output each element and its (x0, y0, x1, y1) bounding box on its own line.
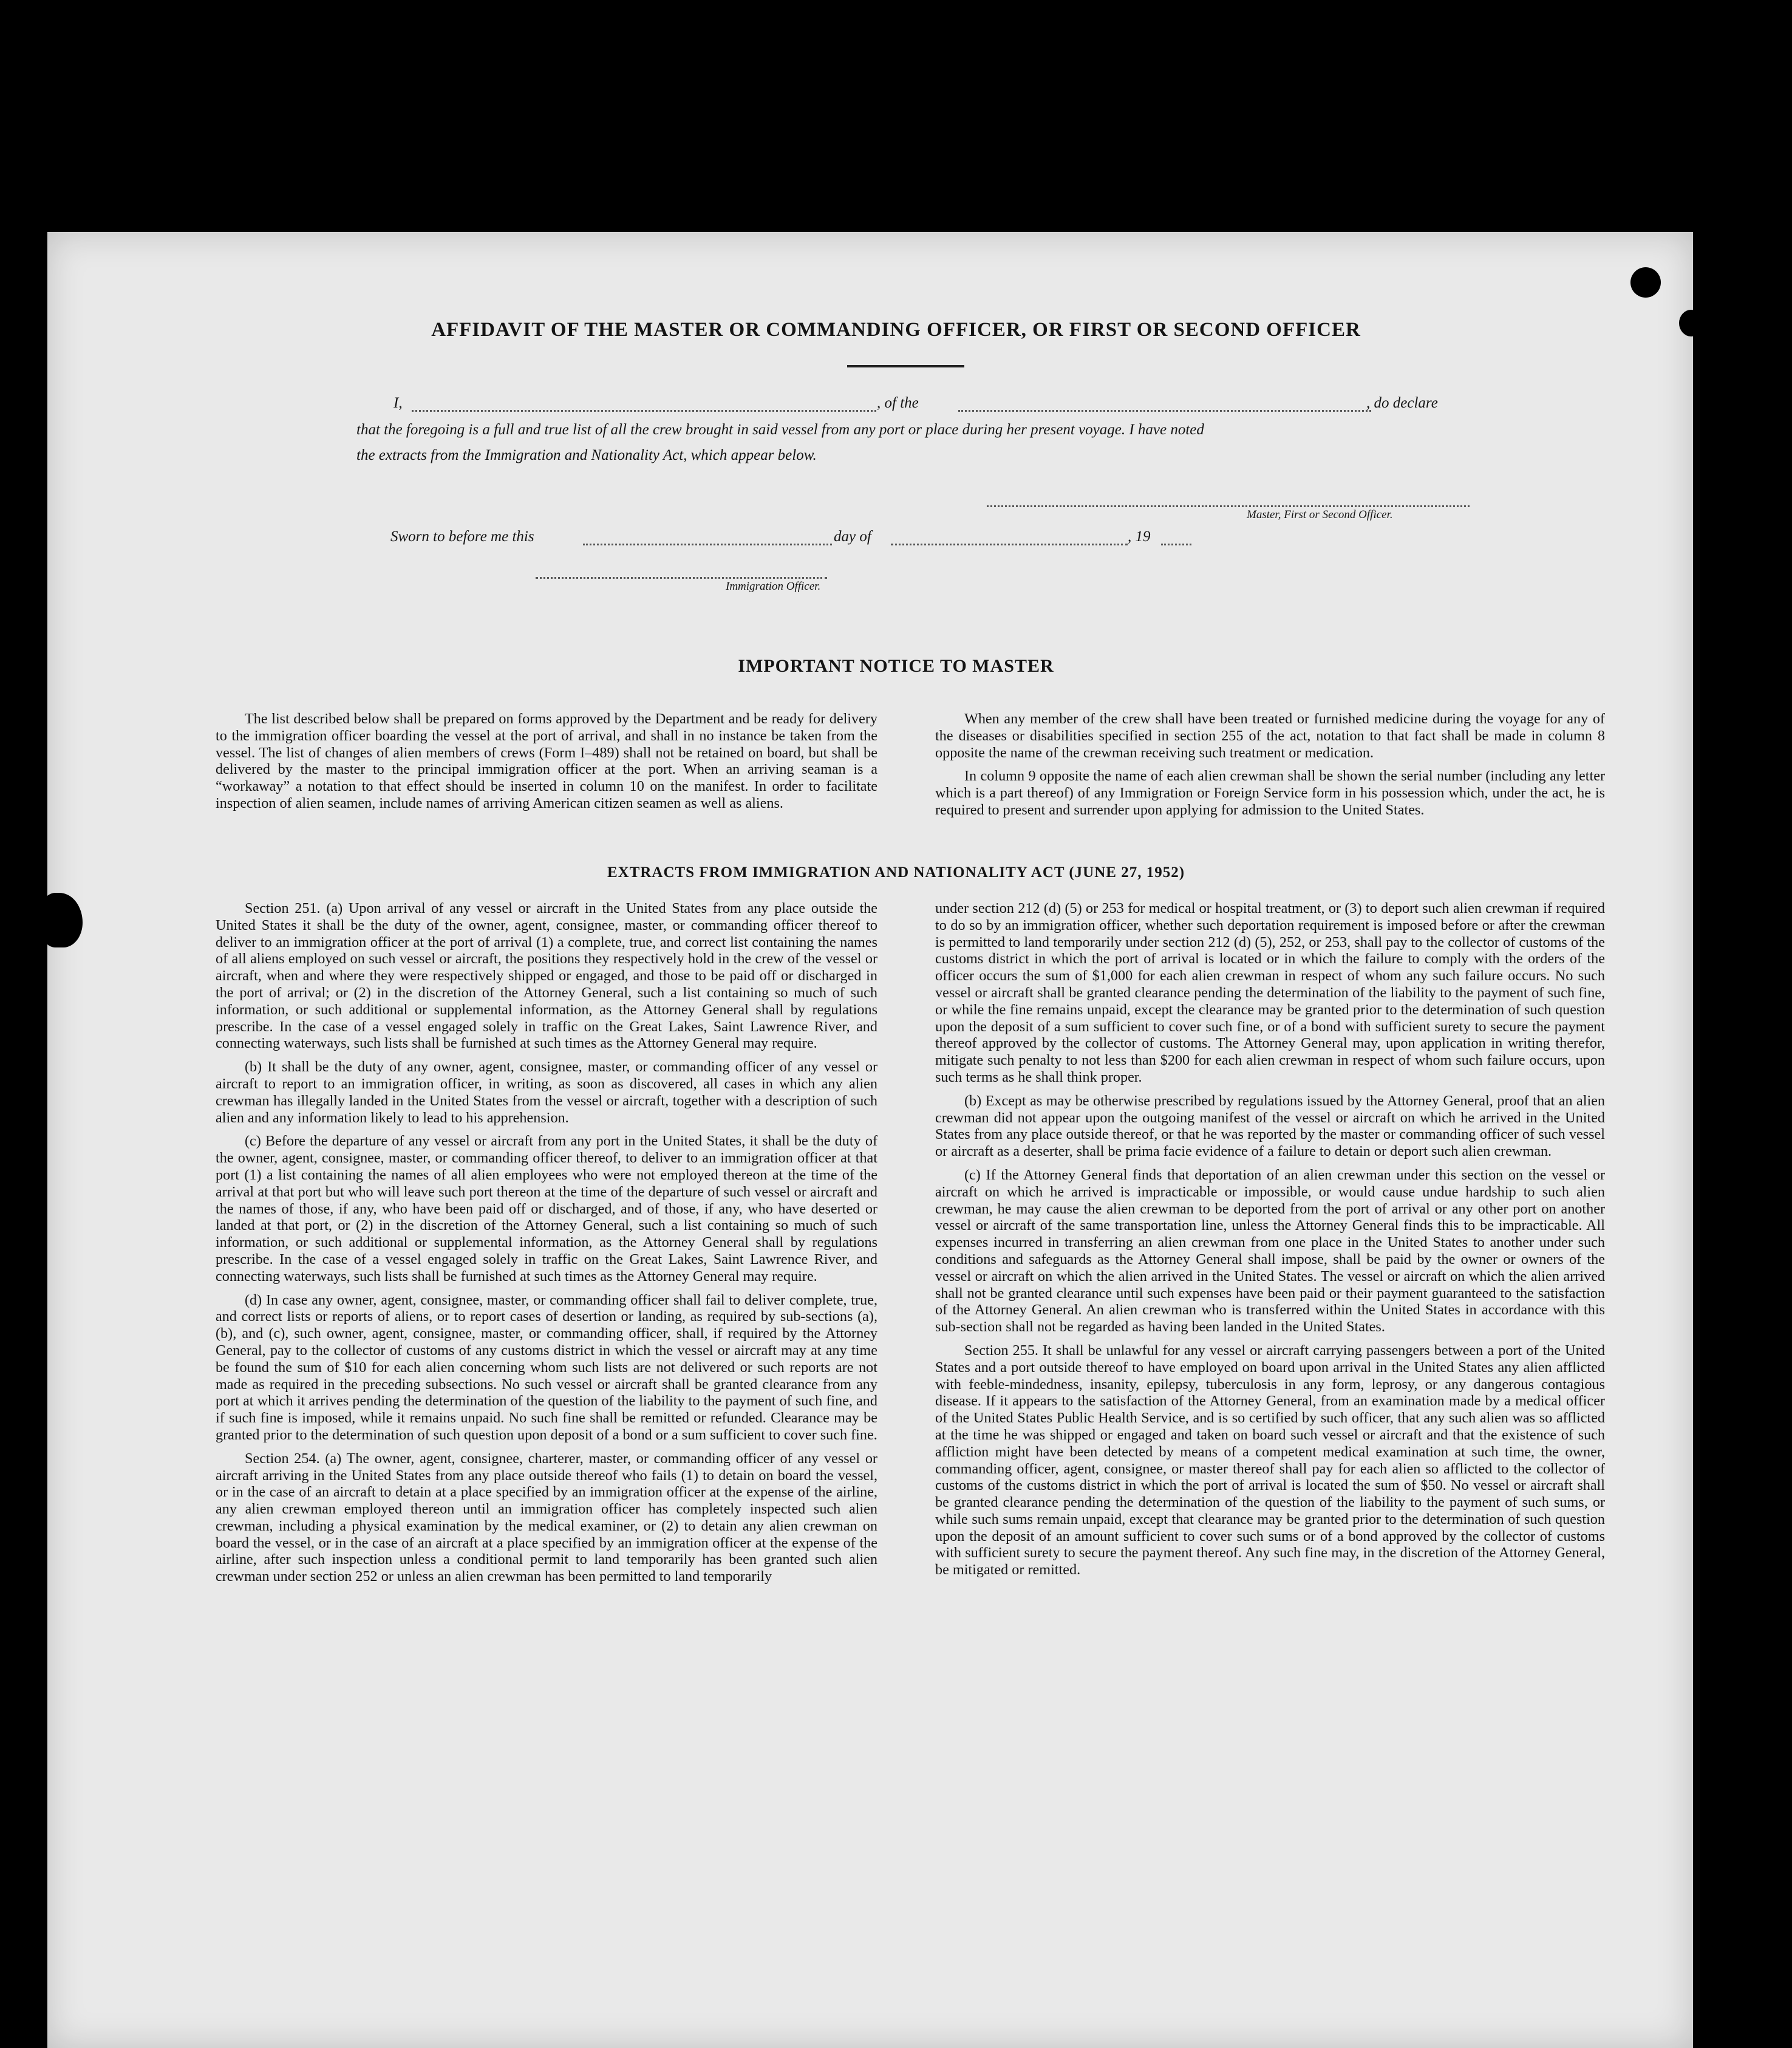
master-signature-field[interactable] (987, 505, 1470, 507)
punch-hole (1697, 355, 1728, 386)
affidavit-title: AFFIDAVIT OF THE MASTER OR COMMANDING OFFICER, OR FIRST OR SECOND OFFICER (431, 319, 1361, 341)
day-of-label: day of (834, 528, 871, 545)
punch-hole (1630, 267, 1661, 298)
title-rule (847, 365, 964, 367)
vessel-field[interactable] (958, 410, 1371, 412)
notice-paragraph: When any member of the crew shall have been treated or furnished medicine during the voyage for any of the diseases or disabilities specified in section 255 of the act, notation to that fact shall be made in column 8 opposite the name of the crewman receiving such treatment or medication. (935, 711, 1605, 761)
statement-line-1: that the foregoing is a full and true list of all the crew brought in said vessel from any port or place during her present voyage. I have noted (356, 422, 1204, 438)
sworn-day-field[interactable] (583, 544, 832, 545)
section-251-c: (c) Before the departure of any vessel or aircraft from any port in the United States, it shall be the duty of the owner, agent, consignee, master, or commanding officer thereof, to deliver to an immigration officer at that port (1) a list containing the names of all alien employees who were not employed thereon at the time of the arrival at that port but who will leave such port thereon at the time of the departure of such vessel or aircraft and the names of those, if any, who have been paid off or discharged, and of those, if any, who have deserted or landed at that port, or (2) in the discretion of the Attorney General, such a list containing so much of such information, or such additional or supplemental information, as the Attorney General shall by regulations prescribe. In the case of a vessel engaged solely in traffic on the Great Lakes, Saint Lawrence River, and connecting waterways, such lists shall be furnished at such times as the Attorney General may require. (216, 1133, 877, 1285)
section-255: Section 255. It shall be unlawful for any vessel or aircraft carrying passengers between a port of the United States and a port outside thereof to have employed on board upon arrival in the United States any alien afflicted with feeble-mindedness, insanity, epilepsy, tuberculosis in any form, leprosy, or any dangerous contagious disease. If it appears to the satisfaction of the Attorney General, from an examination made by a medical officer of the United States Public Health Service, and is so certified by such officer, that any such alien was so afflicted at the time he was shipped or engaged and taken on board such vessel or aircraft and that the existence of such affliction might have been detected by means of a competent medical examination at such time, the owner, commanding officer, agent, consignee, or master thereof shall pay for each alien so afflicted to the collector of customs of the customs district in which the port of arrival is located the sum of $50. No vessel or aircraft shall be granted clearance pending the determination of the question of the liability to the payment of such sums, or while such sums remain unpaid, except that clearance may be granted prior to the determination of such question upon the deposit of an amount sufficient to cover such sums or of a bond approved by the collector of customs with sufficient surety to secure the payment thereof. Any such fine may, in the discretion of the Attorney General, be mitigated or remitted. (935, 1342, 1605, 1579)
section-254-a-continued: under section 212 (d) (5) or 253 for medical or hospital treatment, or (3) to deport such alien crewman if required to do so by an immigration officer, whether such deportation requirement is imposed before or after the crewman is permitted to land temporarily under section 212 (d) (5), 252, or 253, shall pay to the collector of customs of the customs district in which the port of arrival is located or in which the failure to comply with the orders of the officer occurs the sum of $1,000 for each alien crewman in respect of whom any such failure occurs. No such vessel or aircraft shall be granted clearance pending the determination of the liability to the payment of such fine, or while the fine remains unpaid, except the clearance may be granted prior to the determination of such question upon the deposit of a sum sufficient to cover such fine, or of a bond with sufficient surety to secure the payment thereof approved by the collector of customs. The Attorney General may, upon application in writing therefor, mitigate such penalty to not less than $200 for each alien crewman in respect of whom such failure occurs, upon such terms as he shall think proper. (935, 900, 1605, 1085)
of-the-label: , of the (877, 395, 919, 411)
notice-right-column (935, 711, 1605, 825)
section-251-a: Section 251. (a) Upon arrival of any vessel or aircraft in the United States from any place outside the United States it shall be the duty of the owner, agent, consignee, master, or commanding officer thereof to deliver to an immigration officer at the port of arrival (1) a complete, true, and correct list containing the names of all aliens employed on such vessel or aircraft, the positions they respectively hold in the crew of the vessel or aircraft, when and where they were respectively shipped or engaged, and those to be paid off or discharged in the port of arrival; or (2) in the discretion of the Attorney General, such a list containing so much of such information, or such additional or supplemental information, as the Attorney General shall by regulations prescribe. In the case of a vessel engaged solely in traffic on the Great Lakes, Saint Lawrence River, and connecting waterways, such lists shall be furnished at such times as the Attorney General may require. (216, 900, 877, 1052)
punch-hole (1697, 954, 1728, 984)
section-254-b: (b) Except as may be otherwise prescribed by regulations issued by the Attorney General, proof that an alien crewman did not appear upon the outgoing manifest of the vessel or aircraft on which he arrived in the United States from any place outside thereof, or that he was reported by the master or commanding officer of such vessel or aircraft as a deserter, shall be prima facie evidence of a failure to detain or deport such alien crewman. (935, 1092, 1605, 1160)
section-254-a: Section 254. (a) The owner, agent, consignee, charterer, master, or commanding officer of any vessel or aircraft arriving in the United States from any place outside thereof who fails (1) to detain on board the vessel, or in the case of an aircraft to detain at a place specified by an immigration officer at the expense of the airline, any alien crewman employed thereon until an immigration officer has completely inspected such alien crewman, including a physical examination by the medical examiner, or (2) to detain any alien crewman on board the vessel, or in the case of an aircraft at a place specified by an immigration officer at the expense of the airline, after such inspection unless a conditional permit to land temporarily has been granted such alien crewman under section 252 or unless an alien crewman has been permitted to land temporarily (216, 1450, 877, 1585)
immigration-officer-label: Immigration Officer. (726, 580, 821, 593)
immigration-officer-signature-field[interactable] (536, 577, 827, 579)
punch-hole (1697, 735, 1728, 765)
section-254-c: (c) If the Attorney General finds that deportation of an alien crewman under this section on the vessel or aircraft on which he arrived is impracticable or impossible, or would cause undue hardship to such alien crewman, he may cause the alien crewman to be deported from the port of arrival or any other port on another vessel or aircraft of the same transportation line, unless the Attorney General finds this to be impracticable. All expenses incurred in transferring an alien crewman from one place in the United States to another under such conditions and safeguards as the Attorney General shall impose, shall be paid by the owner or owners of the vessel or aircraft on which the alien arrived in the United States. The vessel or aircraft on which the alien arrived shall not be granted clearance until such expenses have been paid or their payment guaranteed to the satisfaction of the Attorney General. An alien crewman who is transferred within the United States in accordance with this sub-section shall not be regarded as having been landed in the United States. (935, 1166, 1605, 1336)
punch-hole (1697, 1351, 1728, 1382)
section-251-b: (b) It shall be the duty of any owner, agent, consignee, master, or commanding officer of any vessel or aircraft to report to an immigration officer, in writing, as soon as discovered, all cases in which any alien crewman has illegally landed in the United States from the vessel or aircraft, together with a description of such alien and any information likely to lead to his apprehension. (216, 1059, 877, 1126)
punch-hole (1697, 1825, 1728, 1855)
sworn-label: Sworn to before me this (390, 528, 534, 545)
extracts-right-column (935, 900, 1605, 1585)
notice-title: IMPORTANT NOTICE TO MASTER (738, 656, 1054, 676)
punch-hole (1697, 443, 1728, 474)
sworn-year-field[interactable] (1161, 544, 1191, 545)
section-251-d: (d) In case any owner, agent, consignee, master, or commanding officer shall fail to deliver complete, true, and correct lists or reports of aliens, or to report cases of desertion or landing, as required by sub-sections (a), (b), and (c), such owner, agent, consignee, master, or commanding officer, shall, if required by the Attorney General, pay to the collector of customs of any customs district in which the vessel or aircraft may at any time be found the sum of $10 for each alien concerning whom such lists are not delivered or such reports are not made as required in the preceding subsections. No such vessel or aircraft shall be granted clearance from any port at which it arrives pending the determination of the question of the liability to the payment of such fine, and if such fine is imposed, while it remains unpaid. No such fine shall be remitted or refunded. Clearance may be granted prior to the determination of such question upon deposit of a bond or a sum sufficient to cover such fine. (216, 1291, 877, 1443)
extracts-title: EXTRACTS FROM IMMIGRATION AND NATIONALITY ACT (JUNE 27, 1952) (607, 864, 1185, 881)
punch-hole (1697, 1734, 1728, 1764)
sworn-month-field[interactable] (891, 544, 1128, 545)
year-label: , 19 (1128, 528, 1151, 545)
punch-hole (1697, 1446, 1728, 1476)
notice-paragraph: The list described below shall be prepared on forms approved by the Department and be ready for delivery to the immigration officer boarding the vessel at the port of arrival, and shall in no instance be taken from the vessel. The list of changes of alien members of crews (Form I–489) shall not be retained on board, but shall be delivered by the master to the principal immigration officer at the port. When an arriving seaman is a “workaway” a notation to that effect should be inserted in column 10 on the manifest. In order to facilitate inspection of alien seamen, include names of arriving American citizen seamen as well as aliens. (216, 711, 877, 811)
notice-left-column (216, 711, 877, 819)
statement-line-2: the extracts from the Immigration and Nationality Act, which appear below. (356, 447, 817, 463)
i-label: I, (393, 395, 403, 411)
master-signature-label: Master, First or Second Officer. (1247, 508, 1393, 521)
name-field[interactable] (412, 410, 876, 412)
notice-paragraph: In column 9 opposite the name of each alien crewman shall be shown the serial number (including any letter which is a part thereof) of any Immigration or Foreign Service form in his possession which, under the act, he is required to present and surrender upon applying for admission to the United States. (935, 768, 1605, 818)
extracts-left-column (216, 900, 877, 1592)
do-declare-label: , do declare (1366, 395, 1438, 411)
